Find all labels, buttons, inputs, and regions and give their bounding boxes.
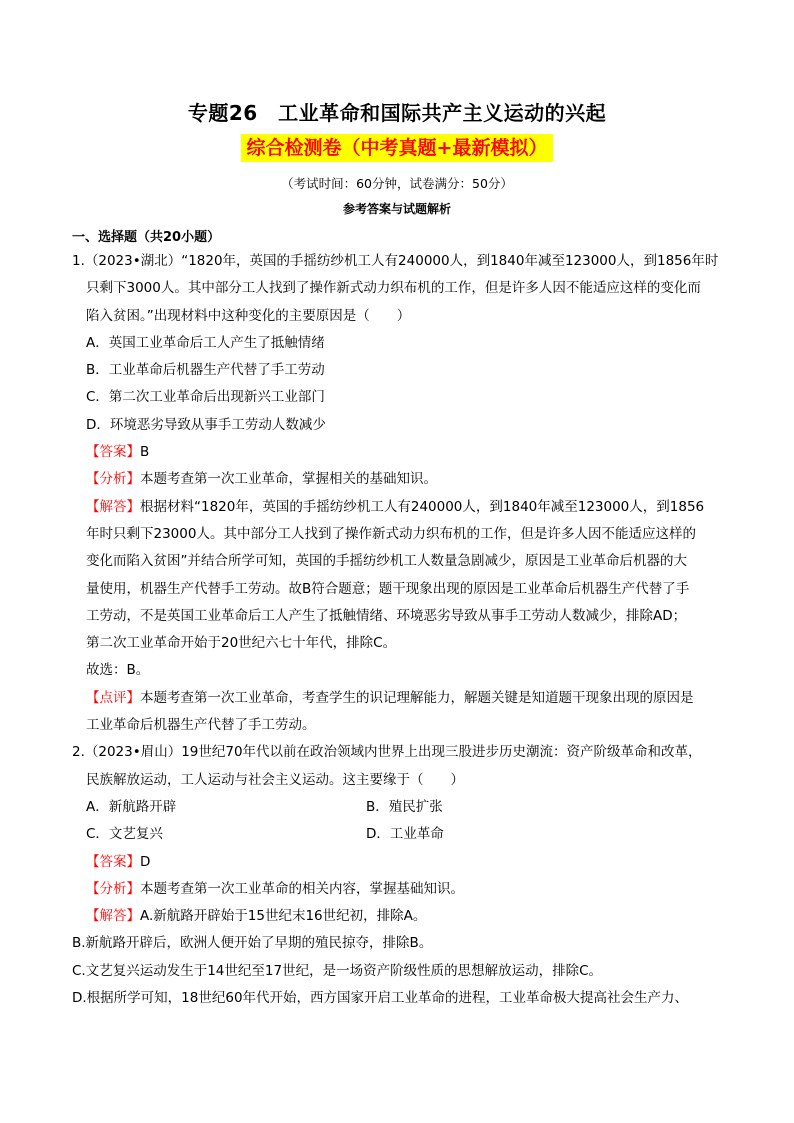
- q2-answer-tag: 【答案】: [86, 853, 140, 870]
- q2-solution-line-c: C.文艺复兴运动发生于14世纪至17世纪，是一场资产阶级性质的思想解放运动，排除C。: [72, 962, 602, 979]
- q1-solution-line-4: 量使用，机器生产代替手工劳动。故B符合题意；题干现象出现的原因是工业革命后机器生产代替了手: [86, 580, 690, 597]
- q1-analysis-tag: 【分析】: [86, 471, 140, 488]
- q2-option-c: C．文艺复兴: [86, 826, 163, 843]
- q1-comment-tag: 【点评】: [86, 689, 140, 706]
- page-subtitle: 综合检测卷（中考真题+最新模拟）: [241, 134, 554, 162]
- q1-solution-line-1: [72, 494, 732, 521]
- q2-option-b: B．殖民扩张: [366, 798, 443, 815]
- q2-analysis: [72, 876, 732, 903]
- q1-stem-line-3: 陷入贫困。”出现材料中这种变化的主要原因是（ ）: [86, 307, 411, 324]
- q1-stem-line-2: 只剩下3000人。其中部分工人找到了操作新式动力织布机的工作，但是许多人因不能适应这样的变化而: [86, 280, 701, 297]
- q1-solution-line-6: 第二次工业革命开始于20世纪六七十年代，排除C。: [86, 635, 397, 652]
- q1-answer-value: B: [140, 444, 150, 461]
- q1-solution-text-1: 根据材料“1820年，英国的手摇纺纱机工人有240000人，到1840年减至123000人，到1856: [140, 498, 705, 515]
- page-title: 专题26 工业革命和国际共产主义运动的兴起: [187, 101, 607, 125]
- q2-stem-line-2: 民族解放运动，工人运动与社会主义运动。这主要缘于（ ）: [86, 771, 464, 788]
- q2-stem-line-1: 2.（2023•眉山）19世纪70年代以前在政治领域内世界上出现三股进步历史潮流：资产阶级革命和改革，: [72, 744, 702, 761]
- q2-solution-text-a: A.新航路开辟始于15世纪末16世纪初，排除A。: [140, 908, 427, 925]
- q2-solution-line-b: B.新航路开辟后，欧洲人便开始了早期的殖民掠夺，排除B。: [72, 935, 433, 952]
- q2-option-d: D．工业革命: [366, 826, 444, 843]
- q2-solution-line-a: [72, 903, 732, 930]
- exam-info: （考试时间：60分钟，试卷满分：50分）: [281, 176, 513, 191]
- q1-analysis-text: 本题考查第一次工业革命，掌握相关的基础知识。: [140, 471, 437, 488]
- q1-solution-line-3: 变化而陷入贫困”并结合所学可知，英国的手摇纺纱机工人数量急剧减少，原因是工业革命后机器的大: [86, 553, 687, 570]
- q1-answer: [72, 439, 732, 466]
- q2-answer-value: D: [140, 853, 151, 870]
- subtitle-container: [0, 134, 794, 162]
- q2-answer: [72, 849, 732, 876]
- q1-analysis: [72, 466, 732, 493]
- q1-option-d: D．环境恶劣导致从事手工劳动人数减少: [86, 416, 326, 433]
- question-2: [72, 739, 732, 1012]
- q2-option-a: A．新航路开辟: [86, 798, 177, 815]
- q2-analysis-text: 本题考查第一次工业革命的相关内容，掌握基础知识。: [140, 880, 464, 897]
- q1-option-b: B．工业革命后机器生产代替了手工劳动: [86, 362, 325, 379]
- q1-solution-line-5: 工劳动，不是英国工业革命后工人产生了抵触情绪、环境恶劣导致从事手工劳动人数减少，排除AD；: [86, 607, 687, 624]
- q1-option-a: A．英国工业革命后工人产生了抵触情绪: [86, 334, 325, 351]
- q1-choose: 故选：B。: [86, 662, 150, 679]
- q2-analysis-tag: 【分析】: [86, 880, 140, 897]
- q1-stem-line-1: 1.（2023•湖北）“1820年，英国的手摇纺纱机工人有240000人，到1840年减至123000人，到1856年时: [72, 253, 719, 269]
- question-content: [72, 248, 732, 1012]
- q2-options-row-1: [72, 794, 732, 821]
- question-1: [72, 248, 732, 739]
- q2-solution-line-d: D.根据所学可知，18世纪60年代开始，西方国家开启工业革命的进程，工业革命极大提高社会生产力、: [72, 990, 689, 1007]
- q1-comment-line-1: [72, 685, 732, 712]
- reference-heading: 参考答案与试题解析: [342, 202, 451, 216]
- q2-options-row-2: [72, 821, 732, 848]
- q1-solution-line-2: 年时只剩下23000人。其中部分工人找到了操作新式动力织布机的工作，但是许多人因不能适应这样的: [86, 525, 696, 542]
- q1-answer-tag: 【答案】: [86, 444, 140, 461]
- q1-option-c: C．第二次工业革命后出现新兴工业部门: [86, 389, 325, 406]
- section-heading: 一、选择题（共20小题）: [72, 230, 221, 245]
- q1-comment-text-1: 本题考查第一次工业革命，考查学生的识记理解能力，解题关键是知道题干现象出现的原因是: [140, 689, 694, 706]
- q1-comment-line-2: 工业革命后机器生产代替了手工劳动。: [86, 717, 316, 734]
- q2-solution-tag: 【解答】: [86, 908, 140, 925]
- q1-solution-tag: 【解答】: [86, 498, 140, 515]
